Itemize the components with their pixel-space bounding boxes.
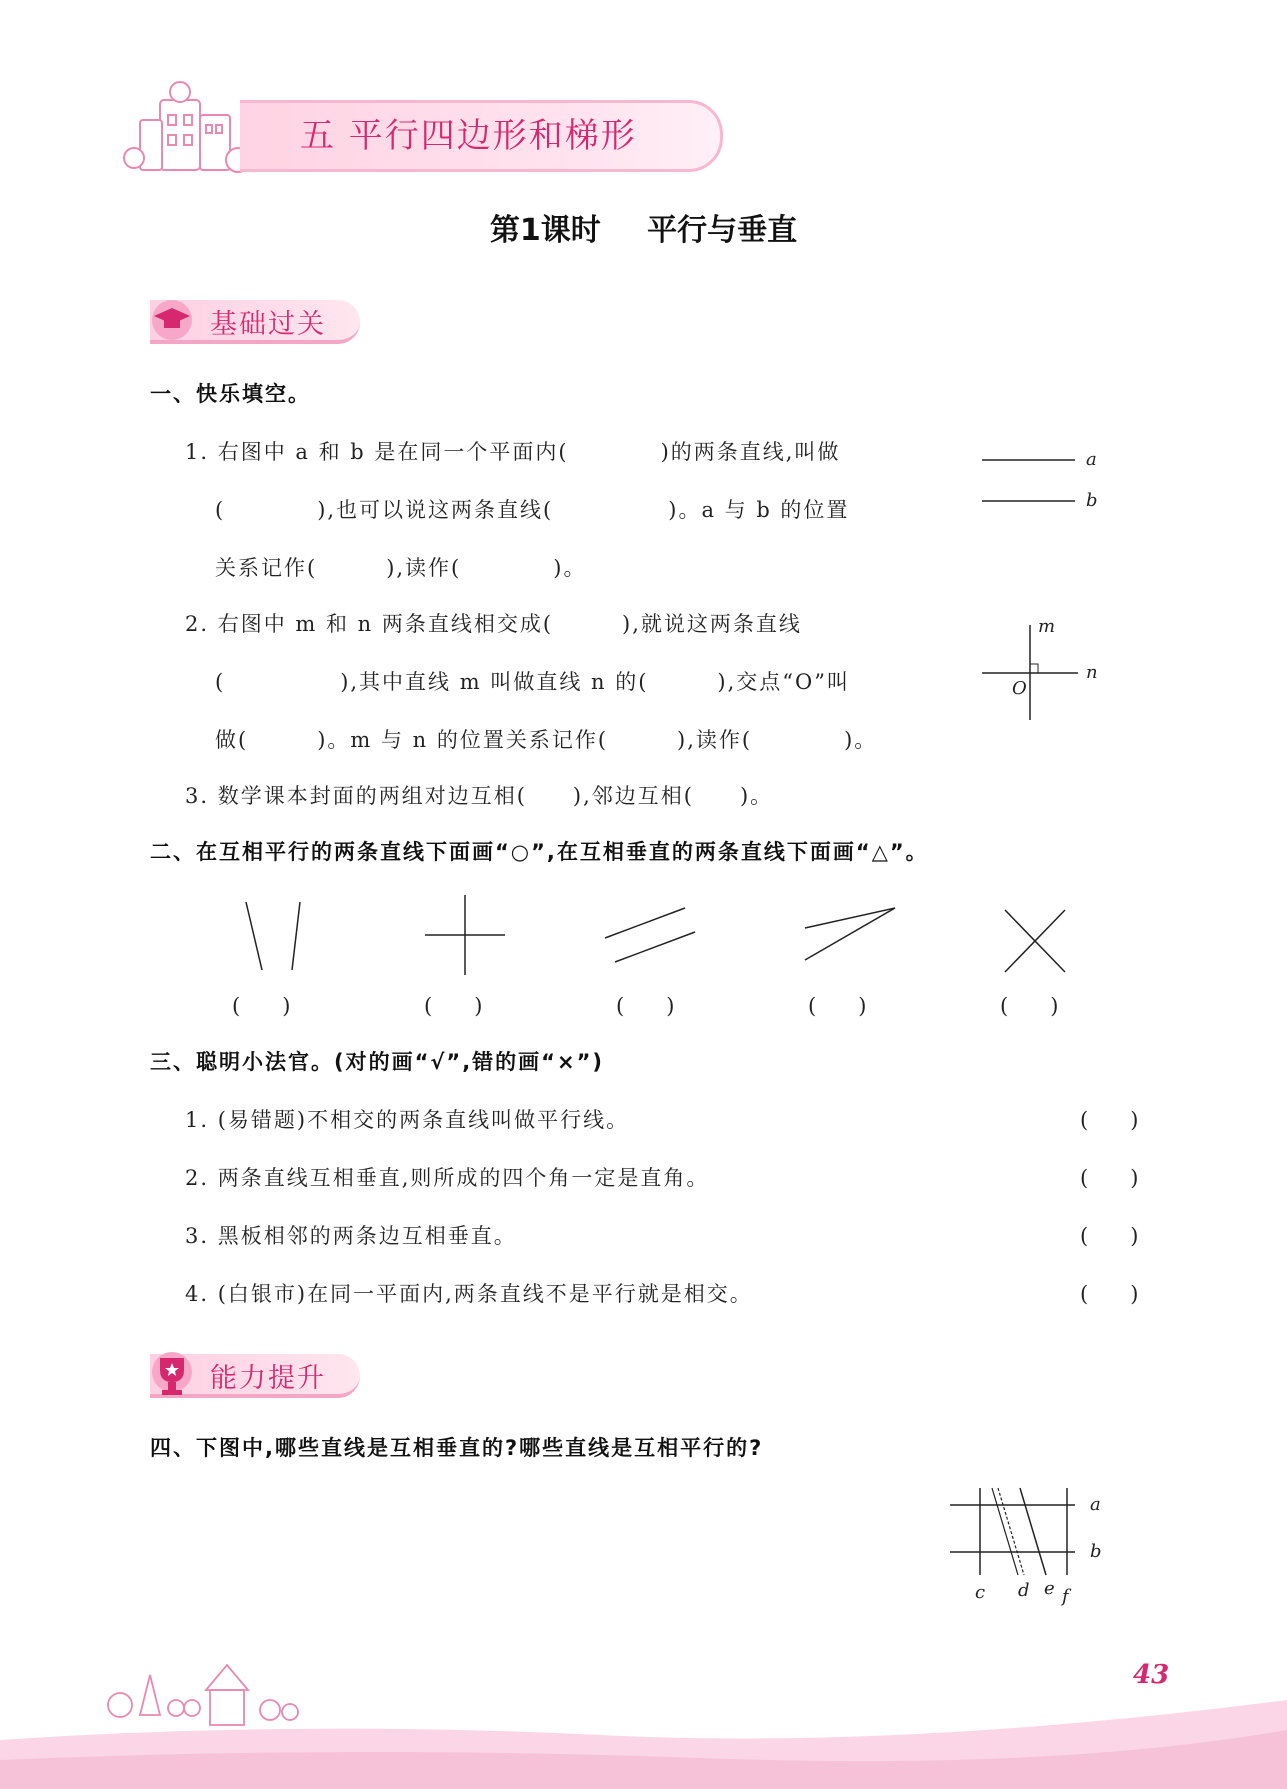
q4-heading: 四、下图中,哪些直线是互相垂直的?哪些直线是互相平行的? bbox=[150, 1436, 764, 1460]
lesson-subtitle: 平行与垂直 bbox=[647, 213, 798, 248]
q3-answer-blank-1[interactable]: ( ) bbox=[1080, 1108, 1139, 1132]
q2-answer-blank-3[interactable]: ( ) bbox=[616, 994, 675, 1018]
label-m: m bbox=[1038, 616, 1056, 637]
label-f: f bbox=[1062, 1586, 1069, 1607]
q3-answer-blank-3[interactable]: ( ) bbox=[1080, 1224, 1139, 1248]
building-illustration-icon bbox=[120, 70, 260, 180]
q1-item2-line3: 做( )。m 与 n 的位置关系记作( ),读作( )。 bbox=[215, 728, 878, 752]
q3-item-2: 2. 两条直线互相垂直,则所成的四个角一定是直角。 bbox=[185, 1166, 710, 1190]
q4-lines-figure bbox=[940, 1480, 1110, 1620]
q3-heading: 三、聪明小法官。(对的画“√”,错的画“×”) bbox=[150, 1050, 604, 1074]
label-b: b bbox=[1086, 490, 1098, 511]
perpendicular-lines-figure-mn bbox=[980, 616, 1100, 720]
label-d: d bbox=[1018, 1580, 1030, 1601]
label-n: n bbox=[1086, 662, 1098, 683]
q2-figures bbox=[200, 880, 1100, 990]
q1-item2-line1: 2. 右图中 m 和 n 两条直线相交成( ),就说这两条直线 bbox=[185, 612, 802, 636]
q1-item2-line2: ( ),其中直线 m 叫做直线 n 的( ),交点“O”叫 bbox=[215, 670, 850, 694]
q1-item1-line3: 关系记作( ),读作( )。 bbox=[215, 556, 587, 580]
q3-item-3: 3. 黑板相邻的两条边互相垂直。 bbox=[185, 1224, 517, 1248]
chapter-title: 五 平行四边形和梯形 bbox=[300, 116, 637, 156]
q3-answer-blank-4[interactable]: ( ) bbox=[1080, 1282, 1139, 1306]
q2-answer-blank-5[interactable]: ( ) bbox=[1000, 994, 1059, 1018]
section-title-advanced: 能力提升 bbox=[210, 1363, 326, 1394]
parallel-lines-figure-ab bbox=[980, 440, 1100, 510]
q1-item1-line1: 1. 右图中 a 和 b 是在同一个平面内( )的两条直线,叫做 bbox=[185, 440, 841, 464]
q3-item-1: 1. (易错题)不相交的两条直线叫做平行线。 bbox=[185, 1108, 630, 1132]
q3-item-4: 4. (白银市)在同一平面内,两条直线不是平行就是相交。 bbox=[185, 1282, 753, 1306]
q2-answer-blank-2[interactable]: ( ) bbox=[424, 994, 483, 1018]
section-title-basic: 基础过关 bbox=[210, 309, 326, 340]
footer-town-icon bbox=[100, 1650, 340, 1730]
trophy-icon bbox=[148, 1350, 196, 1400]
label-a: a bbox=[1086, 449, 1097, 470]
label-c: c bbox=[975, 1582, 986, 1603]
q2-answer-blank-1[interactable]: ( ) bbox=[232, 994, 291, 1018]
q1-heading: 一、快乐填空。 bbox=[150, 382, 311, 406]
q2-answer-blank-4[interactable]: ( ) bbox=[808, 994, 867, 1018]
label-o: O bbox=[1012, 678, 1027, 699]
q1-item1-line2: ( ),也可以说这两条直线( )。a 与 b 的位置 bbox=[215, 498, 850, 522]
q1-item3: 3. 数学课本封面的两组对边互相( ),邻边互相( )。 bbox=[185, 784, 774, 808]
page-number: 43 bbox=[1133, 1660, 1170, 1690]
graduation-cap-icon bbox=[148, 298, 196, 342]
label-a: a bbox=[1090, 1494, 1101, 1515]
q2-heading: 二、在互相平行的两条直线下面画“○”,在互相垂直的两条直线下面画“△”。 bbox=[150, 840, 929, 864]
lesson-title bbox=[0, 205, 1287, 249]
q3-answer-blank-2[interactable]: ( ) bbox=[1080, 1166, 1139, 1190]
label-e: e bbox=[1044, 1578, 1055, 1599]
label-b: b bbox=[1090, 1541, 1102, 1562]
lesson-number: 第1课时 bbox=[489, 213, 601, 248]
